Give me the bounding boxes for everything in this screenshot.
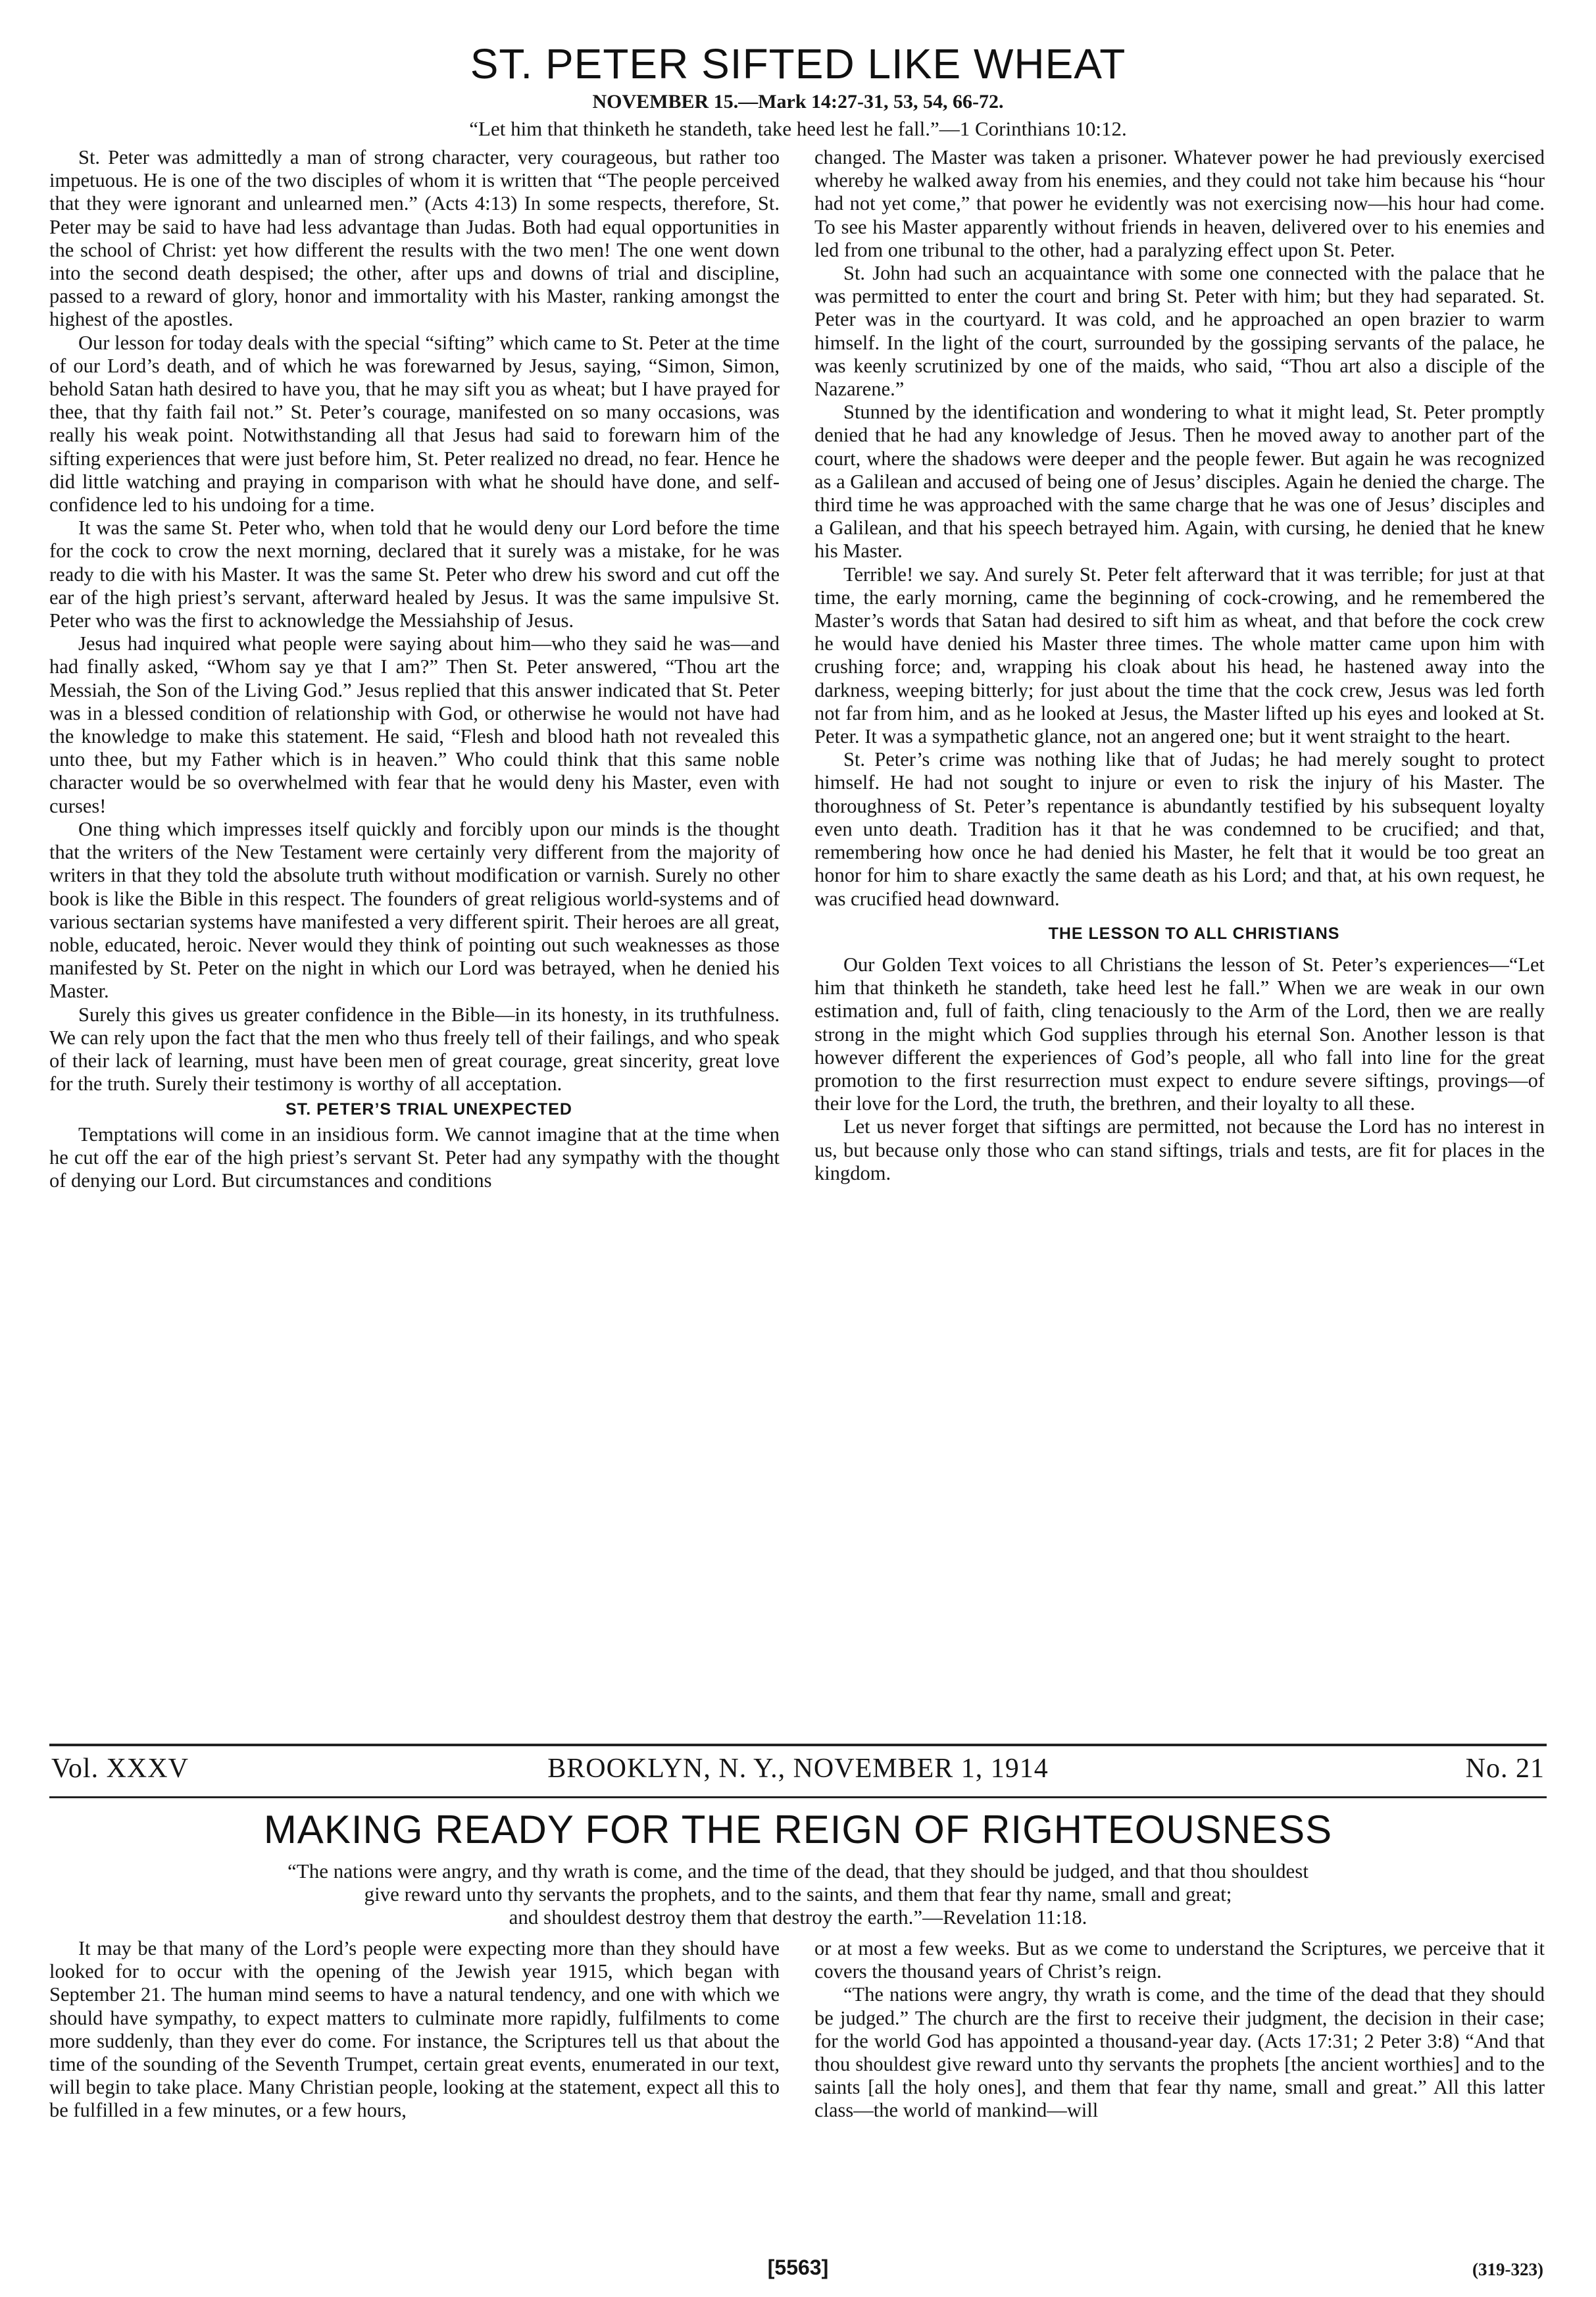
article-column-right — [814, 146, 1545, 1185]
paragraph: It was the same St. Peter who, when told that he would deny our Lord before the time for the cock to crow the next morning, declared that it surely was a mistake, for he was ready to die with his Master. It was the same St. Peter who drew his sword and cut off the ear of the high priest’s servant, afterward healed by Jesus. It was the same impulsive St. Peter who was the first to acknowledge the Messiahship of Jesus. — [49, 517, 780, 632]
article-column-left — [49, 1937, 780, 2123]
section-heading: THE LESSON TO ALL CHRISTIANS — [1048, 924, 1340, 943]
paragraph: Temptations will come in an insidious form. We cannot imagine that at the time when he cut off the ear of the high priest’s servant St. Peter had any sympathy with the thought of denying our Lord. But circumstances and conditions — [49, 1123, 780, 1192]
masthead-rule-bottom — [49, 1796, 1547, 1798]
article-title: ST. PETER SIFTED LIKE WHEAT — [470, 40, 1126, 88]
paragraph: St. John had such an acquaintance with some one connected with the palace that he was permitted to enter the court and bring St. Peter with him; but they had separated. St. Peter was in the courtyard. It was cold, and he approached an open brazier to warm himself. In the light of the court, surrounded by the gossiping servants of the palace, he was keenly scrutinized by one of the maids, who said, “Thou art also a disciple of the Nazarene.” — [814, 262, 1545, 401]
paragraph: Stunned by the identification and wondering to what it might lead, St. Peter promptly denied that he had any knowledge of Jesus. Then he moved away to another part of the court, where the shadows were deeper and the people fewer. But again he was recognized as a Galilean and accused of being one of Jesus’ disciples. Again he denied the charge. The third time he was approached with the same charge that he was one of Jesus’ disciples and a Galilean, and that his speech betrayed him. Again, with cursing, he denied that he knew his Master. — [814, 401, 1545, 563]
theme-text-line: and shouldest destroy them that destroy the earth.”—Revelation 11:18. — [509, 1906, 1087, 1929]
lesson-reference: NOVEMBER 15.—Mark 14:27-31, 53, 54, 66-72. — [592, 91, 1004, 113]
paragraph: or at most a few weeks. But as we come to understand the Scriptures, we perceive that it covers the thousand years of Christ’s reign. — [814, 1937, 1545, 1983]
golden-text: “Let him that thinketh he standeth, take heed lest he fall.”—1 Corinthians 10:12. — [469, 117, 1127, 140]
paragraph: It may be that many of the Lord’s people were expecting more than they should have looked for to occur with the opening of the Jewish year 1915, which began with September 21. The human mind seems to have a natural tendency, and one with which we should have sympathy, to expect matters to culminate more rapidly, fulfilments to come more suddenly, than they ever do come. For instance, the Scriptures tell us that about the time of the sounding of the Seventh Trumpet, certain great events, enumerated in our text, will begin to take place. Many Christian people, looking at the statement, expect all this to be fulfilled in a few minutes, or a few hours, — [49, 1937, 780, 2122]
volume-label: Vol. XXXV — [51, 1754, 189, 1784]
article-title: MAKING READY FOR THE REIGN OF RIGHTEOUSNESS — [263, 1807, 1333, 1852]
issue-number: No. 21 — [1465, 1754, 1545, 1784]
article-column-left — [49, 146, 780, 1192]
theme-text-line: give reward unto thy servants the prophets, and to the saints, and them that fear thy name, small and great; — [364, 1882, 1232, 1906]
paragraph: Our lesson for today deals with the special “sifting” which came to St. Peter at the time of our Lord’s death, and of which he was forewarned by Jesus, saying, “Simon, Simon, behold Satan hath desired to have you, that he may sift you as wheat; but I have prayed for thee, that thy faith fail not.” St. Peter’s courage, manifested on so many occasions, was really his weak point. Notwithstanding all that Jesus had said to forewarn him of the sifting experiences that were just before him, St. Peter realized no dread, no fear. Hence he did little watching and praying in comparison with what he should have done, and self-confidence led to his undoing for a time. — [49, 331, 780, 517]
article-column-right — [814, 1937, 1545, 2123]
paragraph: Our Golden Text voices to all Christians the lesson of St. Peter’s experiences—“Let him that thinketh he standeth, take heed lest he fall.” When we are weak in our own estimation and, full of faith, cling tenaciously to the Arm of the Lord, then we are really strong in the might which God supplies through his eternal Son. Another lesson is that however different the experiences of God’s people, all who fall into line for the great promotion to the first resurrection must expect to endure severe siftings, provings—of their love for the Lord, the truth, the brethren, and their loyalty to all these. — [814, 953, 1545, 1115]
theme-text — [66, 1859, 1530, 1929]
paragraph: “The nations were angry, thy wrath is come, and the time of the dead that they should be judged.” The church are the first to receive their judgment, the decision in their case; for the world God has appointed a thousand-year day. (Acts 17:31; 2 Peter 3:8) “And that thou shouldest give reward unto thy servants the prophets [the ancient worthies] and to the saints [all the holy ones], and them that fear thy name, small and great.” All this latter class—the world of mankind—will — [814, 1983, 1545, 2122]
masthead-rule-top — [49, 1744, 1547, 1746]
paragraph: Jesus had inquired what people were saying about him—who they said he was—and had finally asked, “Whom say ye that I am?” Then St. Peter answered, “Thou art the Messiah, the Son of the Living God.” Jesus replied that this answer indicated that St. Peter was in a blessed condition of relationship with God, or otherwise he would not have had the knowledge to make this statement. He said, “Flesh and blood hath not revealed this unto thee, but my Father which is in heaven.” Who could think that this same noble character would be so overwhelmed with fear that he would deny his Master, even with curses! — [49, 632, 780, 817]
section-heading: ST. PETER’S TRIAL UNEXPECTED — [286, 1100, 572, 1119]
theme-text-line: “The nations were angry, and thy wrath is come, and the time of the dead, that they should be judged, and that thou shouldest — [287, 1859, 1309, 1882]
place-date: BROOKLYN, N. Y., NOVEMBER 1, 1914 — [547, 1754, 1049, 1784]
page-number: [5563] — [767, 2256, 829, 2279]
paragraph: St. Peter’s crime was nothing like that of Judas; he had merely sought to protect himself. He had not sought to injure or even to risk the injury of his Master. The thoroughness of St. Peter’s repentance is abundantly testified by his subsequent loyalty even unto death. Tradition has it that he was condemned to be crucified; and that, remembering how once he had denied his Master, he felt that it would be too great an honor for him to share exactly the same death as his Lord; and that, at his own request, he was crucified head downward. — [814, 748, 1545, 910]
paragraph: Surely this gives us greater confidence in the Bible—in its honesty, in its truthfulness. We can rely upon the fact that the men who thus freely tell of their failings, and who speak of their lack of learning, must have been men of great courage, great sincerity, great love for the truth. Surely their testimony is worthy of all acceptation. — [49, 1003, 780, 1096]
paragraph: Let us never forget that siftings are permitted, not because the Lord has no interest in us, but because only those who can stand siftings, trials and tests, are fit for places in the kingdom. — [814, 1115, 1545, 1184]
paragraph: St. Peter was admittedly a man of strong character, very courageous, but rather too impetuous. He is one of the two disciples of whom it is written that “The people perceived that they were ignorant and unlearned men.” (Acts 4:13) In some respects, therefore, St. Peter may be said to have had less advantage than Judas. Both had equal opportunities in the school of Christ: yet how different the results with the two men! The one went down into the second death despised; the other, after ups and downs of trial and discipline, passed to a reward of glory, honor and immortality with his Master, ranking amongst the highest of the apostles. — [49, 146, 780, 331]
paragraph: changed. The Master was taken a prisoner. Whatever power he had previously exercised whereby he walked away from his enemies, and they could not take him because his “hour had not yet come,” that power he evidently was not exercising now—his hour had come. To see his Master apparently without friends in heaven, delivered over to his enemies and led from one tribunal to the other, had a paralyzing effect upon St. Peter. — [814, 146, 1545, 261]
paragraph: One thing which impresses itself quickly and forcibly upon our minds is the thought that the writers of the New Testament were certainly very different from the majority of writers in that they told the absolute truth without modification or varnish. Surely no other book is like the Bible in this respect. The founders of great religious world-systems and of various sectarian systems have manifested a very different spirit. Their heroes are all great, noble, educated, heroic. Never would they think of pointing out such weaknesses as those manifested by St. Peter on the night in which our Lord was betrayed, when he denied his Master. — [49, 817, 780, 1003]
page-reference: (319-323) — [1472, 2259, 1543, 2279]
paragraph: Terrible! we say. And surely St. Peter felt afterward that it was terrible; for just at that time, the early morning, came the beginning of cock-crowing, and he remembered the Master’s words that Satan had desired to sift him as wheat, and that before the cock crew he would have denied his Master three times. The whole matter came upon him with crushing force; and, wrapping his cloak about his head, he hastened away into the darkness, weeping bitterly; for just about the time that the cock crew, Jesus was led forth not far from him, and as he looked at Jesus, the Master lifted up his eyes and looked at St. Peter. It was a sympathetic glance, not an angered one; but it went straight to the heart. — [814, 563, 1545, 748]
